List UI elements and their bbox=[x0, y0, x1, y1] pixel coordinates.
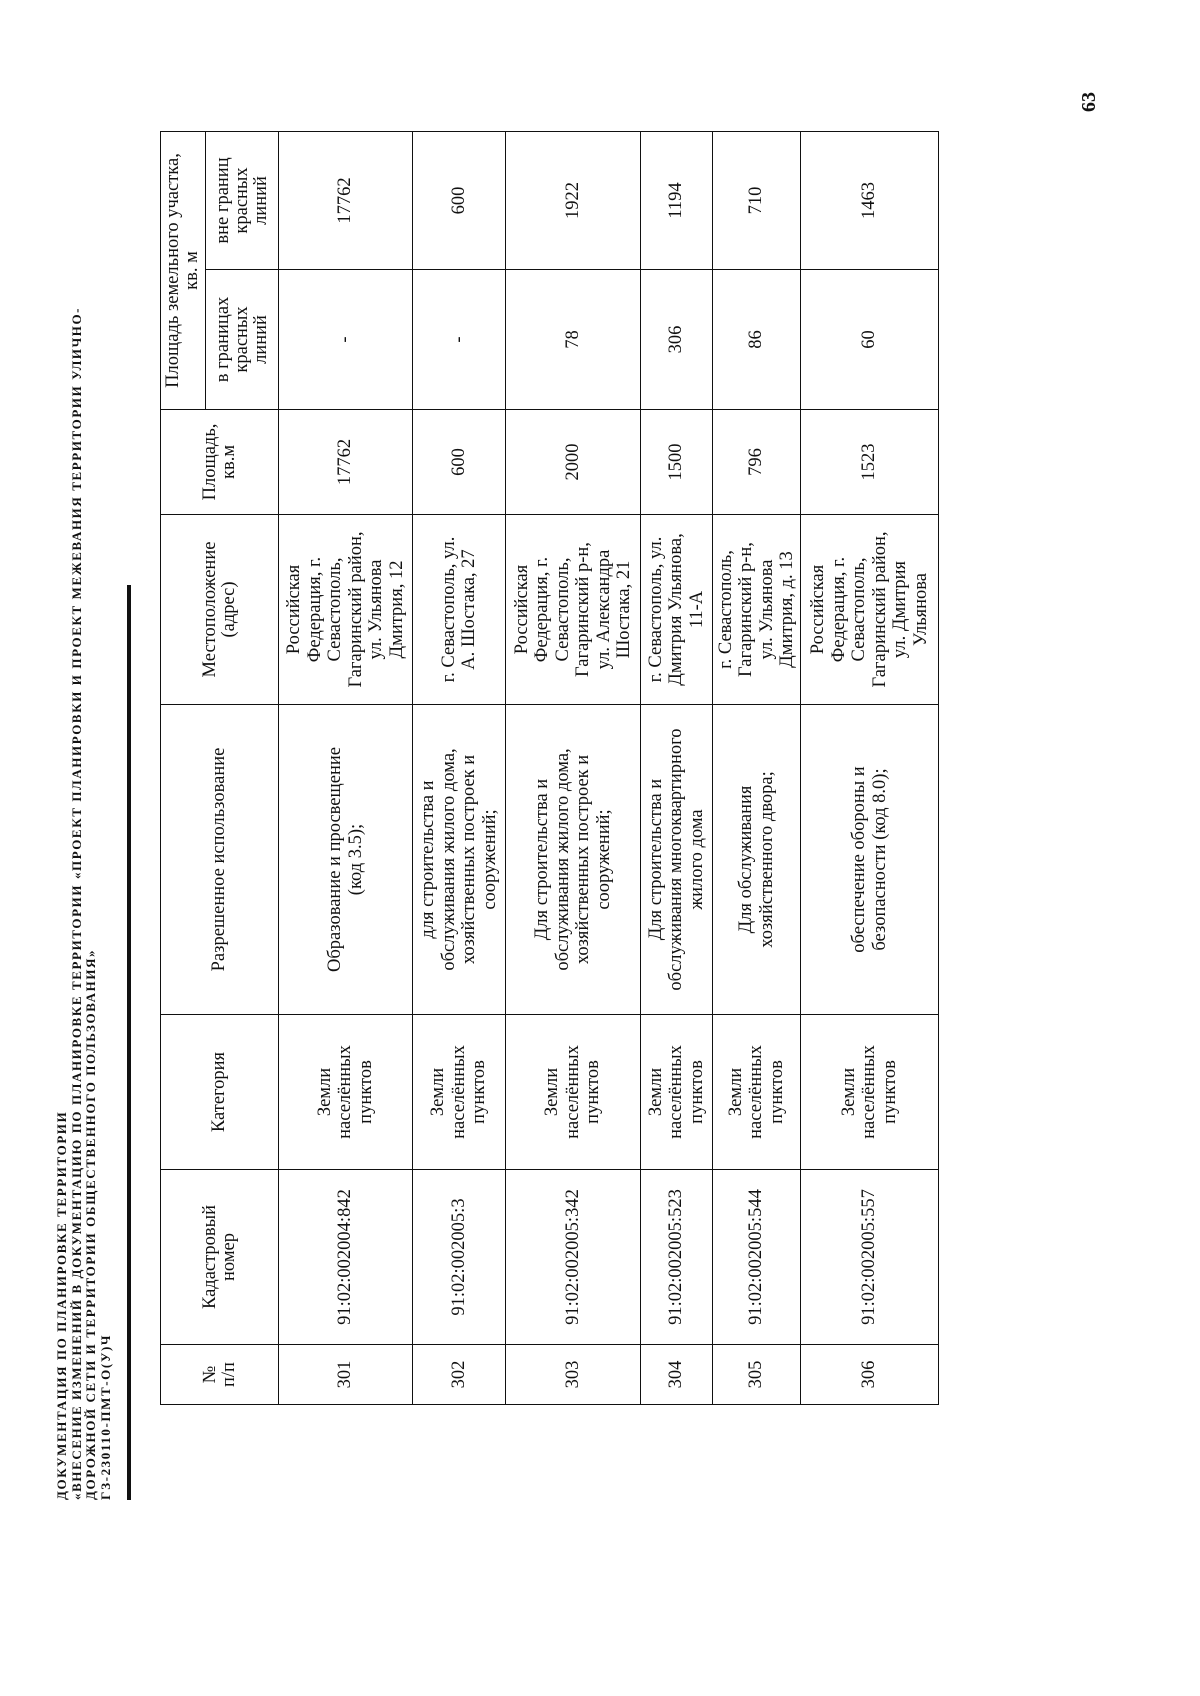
cell-number: 303 bbox=[506, 1345, 641, 1405]
table-row bbox=[506, 131, 641, 1404]
header-area: Площадь, кв.м bbox=[161, 410, 279, 515]
cell-cadastral-number: 91:02:002005:523 bbox=[641, 1170, 713, 1345]
header-plot-area-group: Площадь земельного участка, кв. м bbox=[161, 131, 206, 409]
cell-area-outside-red-lines: 1463 bbox=[801, 131, 939, 269]
cell-area-outside-red-lines: 1194 bbox=[641, 131, 713, 269]
page-number: 63 bbox=[1078, 92, 1100, 112]
cell-category: Земли населённых пунктов bbox=[413, 1015, 506, 1170]
header-cadastral-number: Кадастровый номер bbox=[161, 1170, 279, 1345]
table-row bbox=[641, 131, 713, 1404]
cell-location: Российская Федерация, г. Севастополь, Гагаринский р-н, ул. Александра Шостака, 21 bbox=[506, 515, 641, 705]
cell-number: 304 bbox=[641, 1345, 713, 1405]
cell-cadastral-number: 91:02:002005:557 bbox=[801, 1170, 939, 1345]
cell-cadastral-number: 91:02:002005:342 bbox=[506, 1170, 641, 1345]
cell-area-inside-red-lines: 78 bbox=[506, 270, 641, 410]
header-line-2: «ВНЕСЕНИЕ ИЗМЕНЕНИЙ В ДОКУМЕНТАЦИЮ ПО ПЛАНИРОВКЕ ТЕРРИТОРИИ «ПРОЕКТ ПЛАНИРОВКИ И ПРОЕКТ МЕЖЕВАНИЯ ТЕРРИТОРИИ УЛИЧНО- bbox=[68, 306, 84, 1500]
cell-permitted-use: Для строительства и обслуживания жилого дома, хозяйственных построек и сооружений; bbox=[506, 705, 641, 1015]
cell-cadastral-number: 91:02:002005:544 bbox=[713, 1170, 801, 1345]
cell-area-outside-red-lines: 17762 bbox=[279, 131, 413, 269]
cell-location: г. Севастополь, ул. А. Шостака, 27 bbox=[413, 515, 506, 705]
cell-location: Российская Федерация, г. Севастополь, Гагаринский район, ул. Дмитрия Ульянова bbox=[801, 515, 939, 705]
header-rule bbox=[127, 585, 131, 1500]
header-number: № п/п bbox=[161, 1345, 279, 1405]
cell-number: 301 bbox=[279, 1345, 413, 1405]
cell-cadastral-number: 91:02:002004:842 bbox=[279, 1170, 413, 1345]
header-line-3: ДОРОЖНОЙ СЕТИ И ТЕРРИТОРИИ ОБЩЕСТВЕННОГО ПОЛЬЗОВАНИЯ» bbox=[83, 948, 98, 1500]
cell-permitted-use: для строительства и обслуживания жилого дома, хозяйственных построек и сооружений; bbox=[413, 705, 506, 1015]
cell-area: 796 bbox=[713, 410, 801, 515]
header-line-4: ГЗ-230110-ПМТ-О(У)Ч bbox=[97, 1333, 113, 1500]
cell-area-outside-red-lines: 1922 bbox=[506, 131, 641, 269]
cell-area: 1500 bbox=[641, 410, 713, 515]
table-row bbox=[413, 131, 506, 1404]
cell-category: Земли населённых пунктов bbox=[713, 1015, 801, 1170]
cell-area-inside-red-lines: 60 bbox=[801, 270, 939, 410]
table-header bbox=[161, 131, 279, 1404]
cell-location: г. Севастополь, ул. Дмитрия Ульянова, 11-А bbox=[641, 515, 713, 705]
cell-area-inside-red-lines: 86 bbox=[713, 270, 801, 410]
table-row bbox=[279, 131, 413, 1404]
table-body bbox=[279, 131, 939, 1404]
cell-area-outside-red-lines: 600 bbox=[413, 131, 506, 269]
table-row bbox=[713, 131, 801, 1404]
cell-number: 306 bbox=[801, 1345, 939, 1405]
cell-permitted-use: Образование и просвещение (код 3.5); bbox=[279, 705, 413, 1015]
header-area-inside-red-lines: в границах красных линий bbox=[206, 270, 279, 410]
cell-location: Российская Федерация, г. Севастополь, Гагаринский район, ул. Ульянова Дмитрия, 12 bbox=[279, 515, 413, 705]
header-area-outside-red-lines: вне границ красных линий bbox=[206, 131, 279, 269]
cell-area-inside-red-lines: 306 bbox=[641, 270, 713, 410]
cell-cadastral-number: 91:02:002005:3 bbox=[413, 1170, 506, 1345]
cell-number: 305 bbox=[713, 1345, 801, 1405]
document-header bbox=[55, 307, 113, 1500]
cell-category: Земли населённых пунктов bbox=[506, 1015, 641, 1170]
cell-category: Земли населённых пунктов bbox=[801, 1015, 939, 1170]
cell-permitted-use: обеспечение обороны и безопасности (код 8.0); bbox=[801, 705, 939, 1015]
table-row bbox=[801, 131, 939, 1404]
header-category: Категория bbox=[161, 1015, 279, 1170]
cell-category: Земли населённых пунктов bbox=[641, 1015, 713, 1170]
cell-permitted-use: Для строительства и обслуживания многоквартирного жилого дома bbox=[641, 705, 713, 1015]
header-location: Местоположение (адрес) bbox=[161, 515, 279, 705]
table-header-row bbox=[161, 131, 206, 1404]
cell-area: 2000 bbox=[506, 410, 641, 515]
cell-permitted-use: Для обслуживания хозяйственного двора; bbox=[713, 705, 801, 1015]
cell-area-inside-red-lines: - bbox=[413, 270, 506, 410]
header-permitted-use: Разрешенное использование bbox=[161, 705, 279, 1015]
cell-number: 302 bbox=[413, 1345, 506, 1405]
land-plots-table bbox=[160, 131, 939, 1405]
cell-category: Земли населённых пунктов bbox=[279, 1015, 413, 1170]
header-line-1: ДОКУМЕНТАЦИЯ ПО ПЛАНИРОВКЕ ТЕРРИТОРИИ bbox=[54, 1110, 69, 1500]
cell-area: 17762 bbox=[279, 410, 413, 515]
cell-location: г. Севастополь, Гагаринский р-н, ул. Ульянова Дмитрия, д. 13 bbox=[713, 515, 801, 705]
cell-area: 600 bbox=[413, 410, 506, 515]
cell-area: 1523 bbox=[801, 410, 939, 515]
cell-area-outside-red-lines: 710 bbox=[713, 131, 801, 269]
cell-area-inside-red-lines: - bbox=[279, 270, 413, 410]
